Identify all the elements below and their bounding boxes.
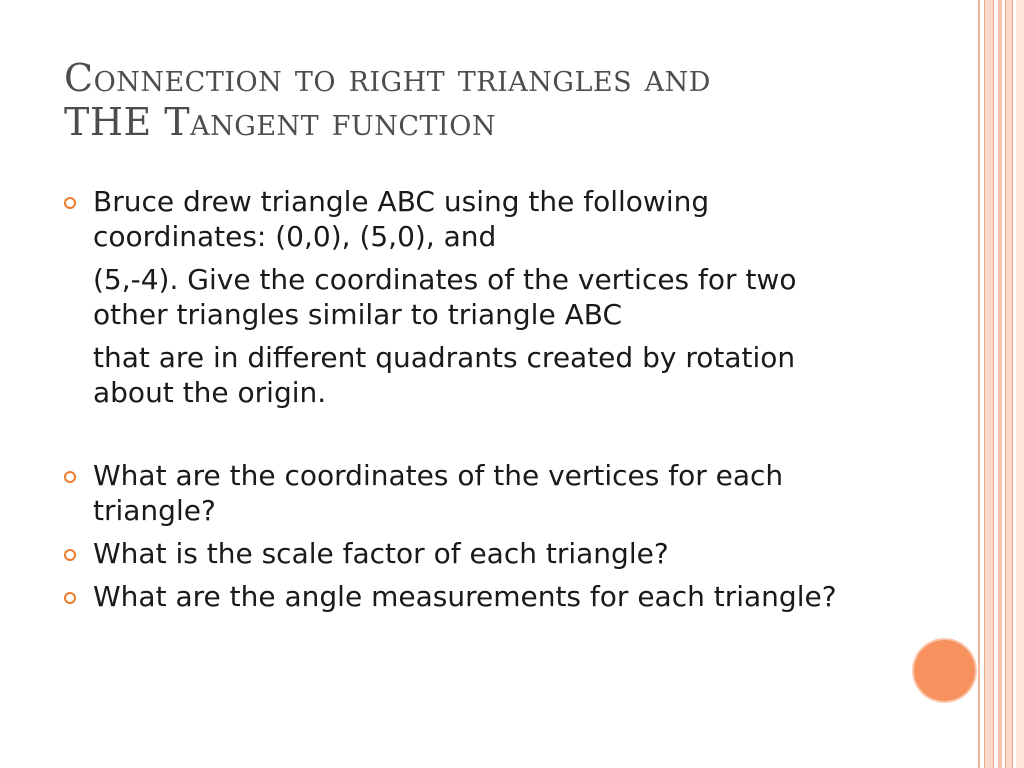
title-line-1: Connection to right triangles and	[64, 56, 711, 100]
bullet-text: What are the coordinates of the vertices for each triangle?	[93, 459, 784, 527]
bullet-continuation: that are in different quadrants created by rotation about the origin.	[93, 341, 796, 409]
bullet-item	[62, 579, 852, 614]
bullet-circle-icon	[64, 197, 76, 209]
bullet-circle-icon	[64, 592, 76, 604]
slide-title	[64, 56, 944, 144]
decorative-stripe	[1005, 0, 1013, 768]
decorative-stripe	[978, 0, 980, 768]
bullet-continuation: (5,-4). Give the coordinates of the vertices for two other triangles similar to triangle ABC	[93, 263, 797, 331]
bullet-text: What is the scale factor of each triangle?	[93, 537, 669, 570]
decorative-stripe	[984, 0, 994, 768]
bullet-circle-icon	[64, 549, 76, 561]
decorative-stripe	[998, 0, 1002, 768]
accent-circle	[914, 640, 975, 701]
bullet-circle-icon	[64, 471, 76, 483]
bullet-item	[62, 458, 852, 528]
slide-body	[62, 184, 852, 614]
title-line-2: THE Tangent function	[64, 100, 496, 144]
bullet-text: What are the angle measurements for each triangle?	[93, 580, 837, 613]
bullet-item	[62, 536, 852, 571]
decorative-stripe	[1016, 0, 1024, 768]
bullet-item	[62, 184, 852, 254]
bullet-text: Bruce drew triangle ABC using the following coordinates: (0,0), (5,0), and	[93, 185, 710, 253]
